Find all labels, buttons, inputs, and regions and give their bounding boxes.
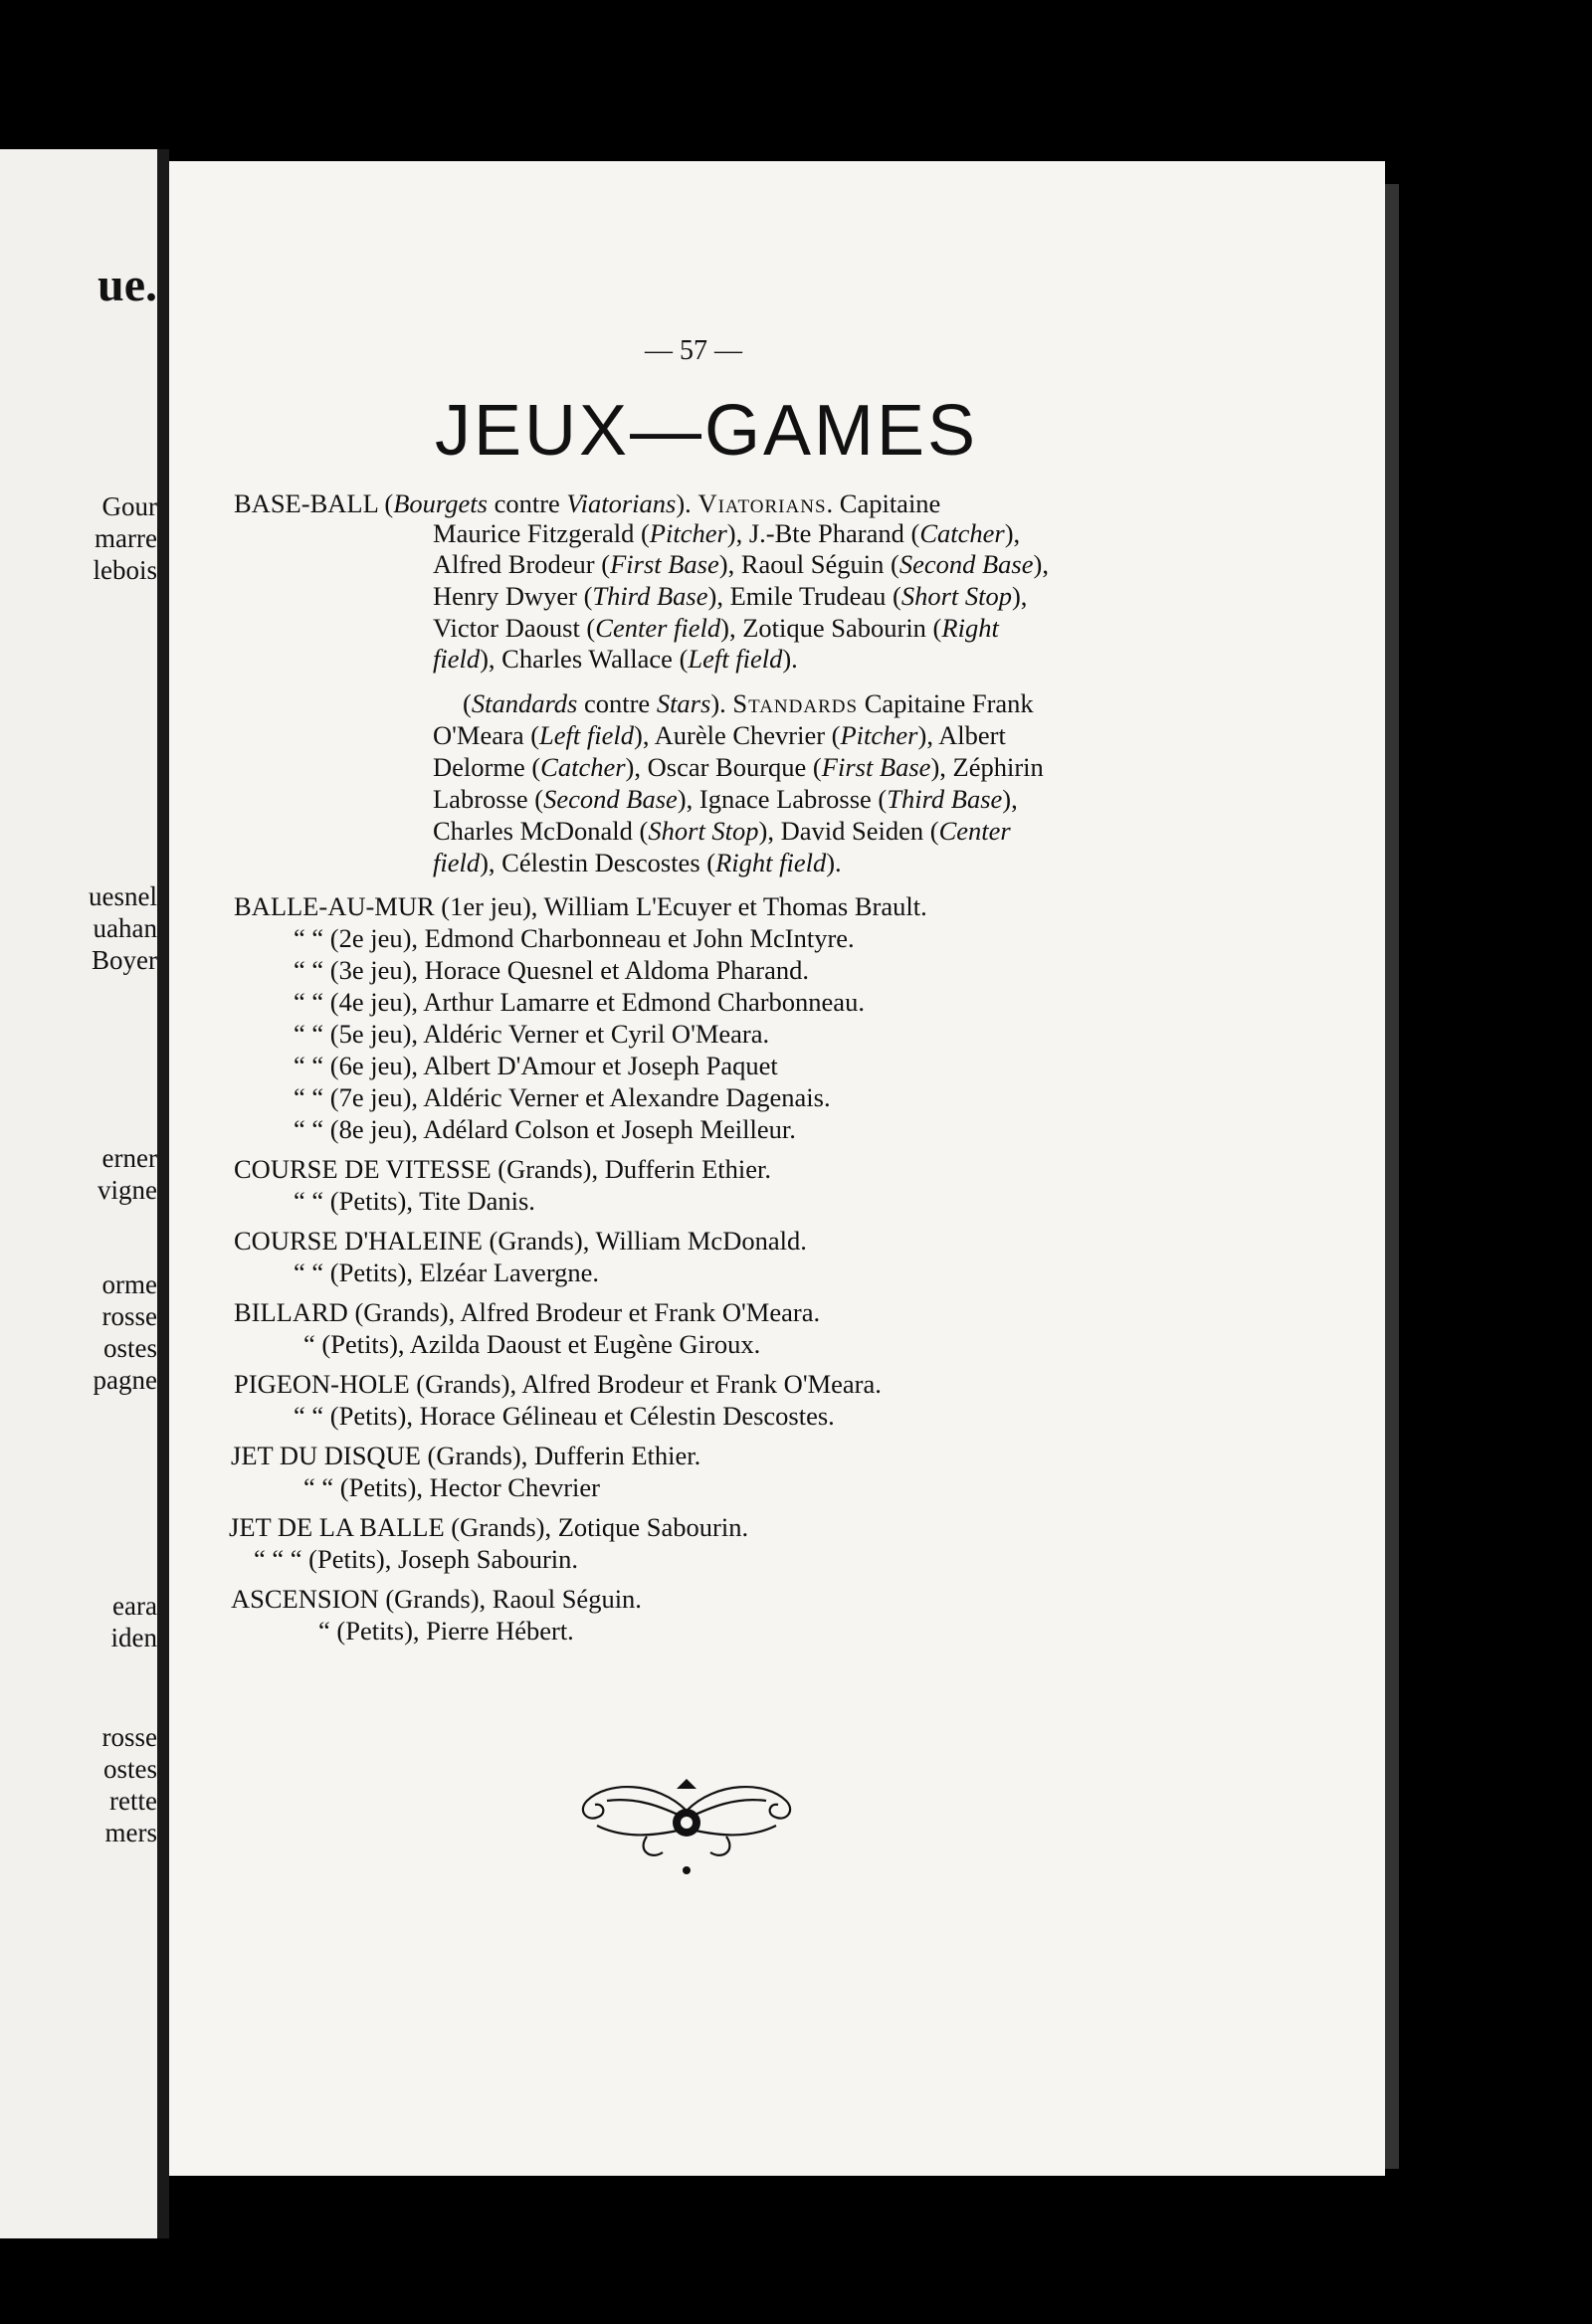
text-segment: BASE-BALL	[234, 488, 385, 518]
text-segment: field	[433, 644, 481, 674]
left-page-fragment	[0, 149, 157, 2238]
text-segment: “ “ (8e jeu), Adélard Colson et Joseph Meilleur.	[294, 1114, 796, 1144]
left-page-text: uesnel	[89, 881, 157, 911]
page-title: JEUX—GAMES	[434, 391, 979, 471]
text-segment: Right field	[715, 848, 827, 877]
text-line	[303, 1329, 760, 1359]
text-segment: ),	[1002, 784, 1018, 814]
left-page-text: Boyer	[92, 945, 157, 975]
left-page-text: lebois	[93, 555, 157, 585]
text-segment: Capitaine Frank	[858, 688, 1034, 718]
text-segment: ), Oscar Bourque (	[625, 752, 822, 782]
text-line	[318, 1616, 574, 1646]
left-page-text: ostes	[103, 1754, 157, 1784]
decorative-ornament	[567, 1771, 806, 1880]
text-segment: Left field	[688, 644, 783, 674]
text-segment: “ “ (Petits), Tite Danis.	[294, 1186, 535, 1216]
text-segment: Labrosse (	[433, 784, 544, 814]
text-segment: Standards	[471, 688, 578, 718]
text-segment: First Base	[610, 549, 719, 579]
text-segment: contre	[487, 488, 567, 518]
text-segment: Right	[941, 613, 999, 643]
left-page-text: ue.	[98, 259, 157, 311]
text-line	[433, 720, 1006, 750]
text-segment: ), Albert	[917, 720, 1006, 750]
text-segment: Delorme (	[433, 752, 541, 782]
text-segment: (	[384, 488, 394, 518]
text-segment: BILLARD (Grands), Alfred Brodeur et Frank O'Meara.	[234, 1297, 821, 1327]
text-segment: Short Stop	[900, 581, 1012, 611]
left-page-text: erner	[101, 1143, 157, 1173]
text-line	[294, 1186, 535, 1216]
text-segment: Standards	[732, 688, 859, 718]
left-page-text: pagne	[93, 1365, 157, 1395]
text-segment: ),	[1033, 549, 1049, 579]
text-segment: Pitcher	[840, 720, 918, 750]
left-page-text: rette	[109, 1786, 157, 1816]
text-segment: “ (Petits), Pierre Hébert.	[318, 1616, 574, 1646]
text-line	[433, 784, 1018, 814]
text-segment: “ “ (3e jeu), Horace Quesnel et Aldoma Pharand.	[294, 955, 810, 985]
text-segment: Stars	[656, 688, 711, 718]
left-page-text: mers	[104, 1818, 157, 1847]
text-segment: “ “ (6e jeu), Albert D'Amour et Joseph Paquet	[294, 1051, 778, 1080]
text-segment: ), Célestin Descostes (	[480, 848, 716, 877]
text-segment: Second Base	[898, 549, 1034, 579]
text-segment: “ “ (5e jeu), Aldéric Verner et Cyril O'Meara.	[294, 1019, 770, 1049]
text-line	[303, 1472, 600, 1502]
text-segment: O'Meara (	[433, 720, 540, 750]
left-page-text: ostes	[103, 1333, 157, 1363]
left-page-text: iden	[110, 1623, 157, 1652]
text-line	[294, 1258, 599, 1287]
text-line	[234, 1297, 820, 1327]
text-segment: Viatorians	[697, 488, 827, 518]
text-segment: ASCENSION (Grands), Raoul Séguin.	[231, 1584, 642, 1614]
text-line	[294, 923, 855, 953]
left-page-text: uahan	[93, 913, 157, 943]
text-line	[294, 955, 809, 985]
text-segment: BALLE-AU-MUR (1er jeu), William L'Ecuyer et Thomas Brault.	[234, 891, 927, 921]
text-segment: Center	[938, 816, 1011, 846]
text-segment: field	[433, 848, 481, 877]
text-segment: contre	[577, 688, 657, 718]
text-segment: . Capitaine	[826, 488, 941, 518]
text-line	[433, 848, 842, 877]
left-page-text: eara	[112, 1591, 157, 1621]
text-line	[433, 816, 1011, 846]
text-segment: ).	[676, 488, 698, 518]
left-page-text: orme	[101, 1269, 157, 1299]
left-page-text: marre	[95, 523, 157, 553]
text-segment: ).	[826, 848, 842, 877]
text-segment: “ “ (7e jeu), Aldéric Verner et Alexandre Dagenais.	[294, 1082, 831, 1112]
text-segment: JET DU DISQUE (Grands), Dufferin Ethier.	[231, 1441, 701, 1470]
text-line	[463, 688, 1034, 718]
text-segment: Short Stop	[648, 816, 759, 846]
text-line	[294, 1082, 831, 1112]
text-segment: COURSE D'HALEINE (Grands), William McDonald.	[234, 1226, 807, 1256]
text-segment: COURSE DE VITESSE (Grands), Dufferin Ethier.	[234, 1154, 772, 1184]
text-line	[433, 549, 1049, 579]
text-segment: ), Zotique Sabourin (	[720, 613, 942, 643]
text-line	[433, 518, 1020, 548]
left-page-text: rosse	[101, 1301, 157, 1331]
text-line	[294, 1401, 835, 1431]
text-line	[231, 1441, 700, 1470]
left-page-text: vigne	[98, 1175, 157, 1205]
text-line	[294, 1114, 796, 1144]
text-segment: ), Zéphirin	[930, 752, 1044, 782]
text-line	[234, 1226, 807, 1256]
text-line	[294, 1051, 778, 1080]
page-number: — 57 —	[645, 335, 742, 366]
text-line	[433, 752, 1044, 782]
text-line	[231, 1584, 642, 1614]
text-segment: ), Raoul Séguin (	[718, 549, 899, 579]
text-line	[433, 644, 798, 674]
text-segment: Left field	[539, 720, 634, 750]
text-segment: “ “ (4e jeu), Arthur Lamarre et Edmond Charbonneau.	[294, 987, 865, 1017]
page-edge	[1385, 184, 1399, 2169]
text-segment: Viatorians	[566, 488, 677, 518]
text-segment: Catcher	[919, 518, 1005, 548]
text-segment: Second Base	[543, 784, 678, 814]
text-segment: PIGEON-HOLE (Grands), Alfred Brodeur et Frank O'Meara.	[234, 1369, 882, 1399]
text-line	[234, 1369, 882, 1399]
text-segment: “ (Petits), Azilda Daoust et Eugène Giroux.	[303, 1329, 761, 1359]
text-segment: “ “ (2e jeu), Edmond Charbonneau et John McIntyre.	[294, 923, 855, 953]
text-segment: ), J.-Bte Pharand (	[726, 518, 920, 548]
text-line	[433, 613, 999, 643]
text-segment: “ “ “ (Petits), Joseph Sabourin.	[254, 1544, 579, 1574]
text-segment: Charles McDonald (	[433, 816, 649, 846]
text-segment: ), Charles Wallace (	[480, 644, 689, 674]
text-line	[294, 987, 865, 1017]
text-segment: “ “ (Petits), Horace Gélineau et Célestin Descostes.	[294, 1401, 835, 1431]
text-segment: Henry Dwyer (	[433, 581, 593, 611]
text-segment: “ “ (Petits), Elzéar Lavergne.	[294, 1258, 600, 1287]
text-segment: ),	[1011, 581, 1028, 611]
text-line	[294, 1019, 769, 1049]
text-segment: Bourgets	[393, 488, 488, 518]
text-segment: JET DE LA BALLE (Grands), Zotique Sabourin.	[229, 1512, 749, 1542]
text-segment: ).	[782, 644, 798, 674]
text-segment: First Base	[821, 752, 931, 782]
text-segment: Maurice Fitzgerald (	[433, 518, 650, 548]
left-page-text: rosse	[101, 1722, 157, 1752]
book-gutter	[157, 149, 169, 2238]
text-line	[234, 488, 940, 518]
text-segment: Third Base	[592, 581, 708, 611]
text-segment: Third Base	[887, 784, 1003, 814]
text-segment: Pitcher	[649, 518, 727, 548]
text-segment: Center field	[595, 613, 721, 643]
text-segment: Catcher	[540, 752, 626, 782]
text-segment: ).	[710, 688, 733, 718]
text-line	[433, 581, 1027, 611]
text-segment: ), Aurèle Chevrier (	[634, 720, 841, 750]
text-segment: ), Ignace Labrosse (	[677, 784, 888, 814]
text-segment: “ “ (Petits), Hector Chevrier	[303, 1472, 601, 1502]
text-line	[254, 1544, 578, 1574]
text-segment: ), Emile Trudeau (	[707, 581, 901, 611]
left-page-text: Gour	[101, 491, 157, 521]
text-segment: (	[463, 688, 472, 718]
text-segment: Victor Daoust (	[433, 613, 596, 643]
text-line	[234, 891, 927, 921]
text-segment: ), David Seiden (	[758, 816, 939, 846]
text-segment: Alfred Brodeur (	[433, 549, 611, 579]
text-line	[234, 1154, 771, 1184]
text-segment: ),	[1004, 518, 1021, 548]
text-line	[229, 1512, 748, 1542]
